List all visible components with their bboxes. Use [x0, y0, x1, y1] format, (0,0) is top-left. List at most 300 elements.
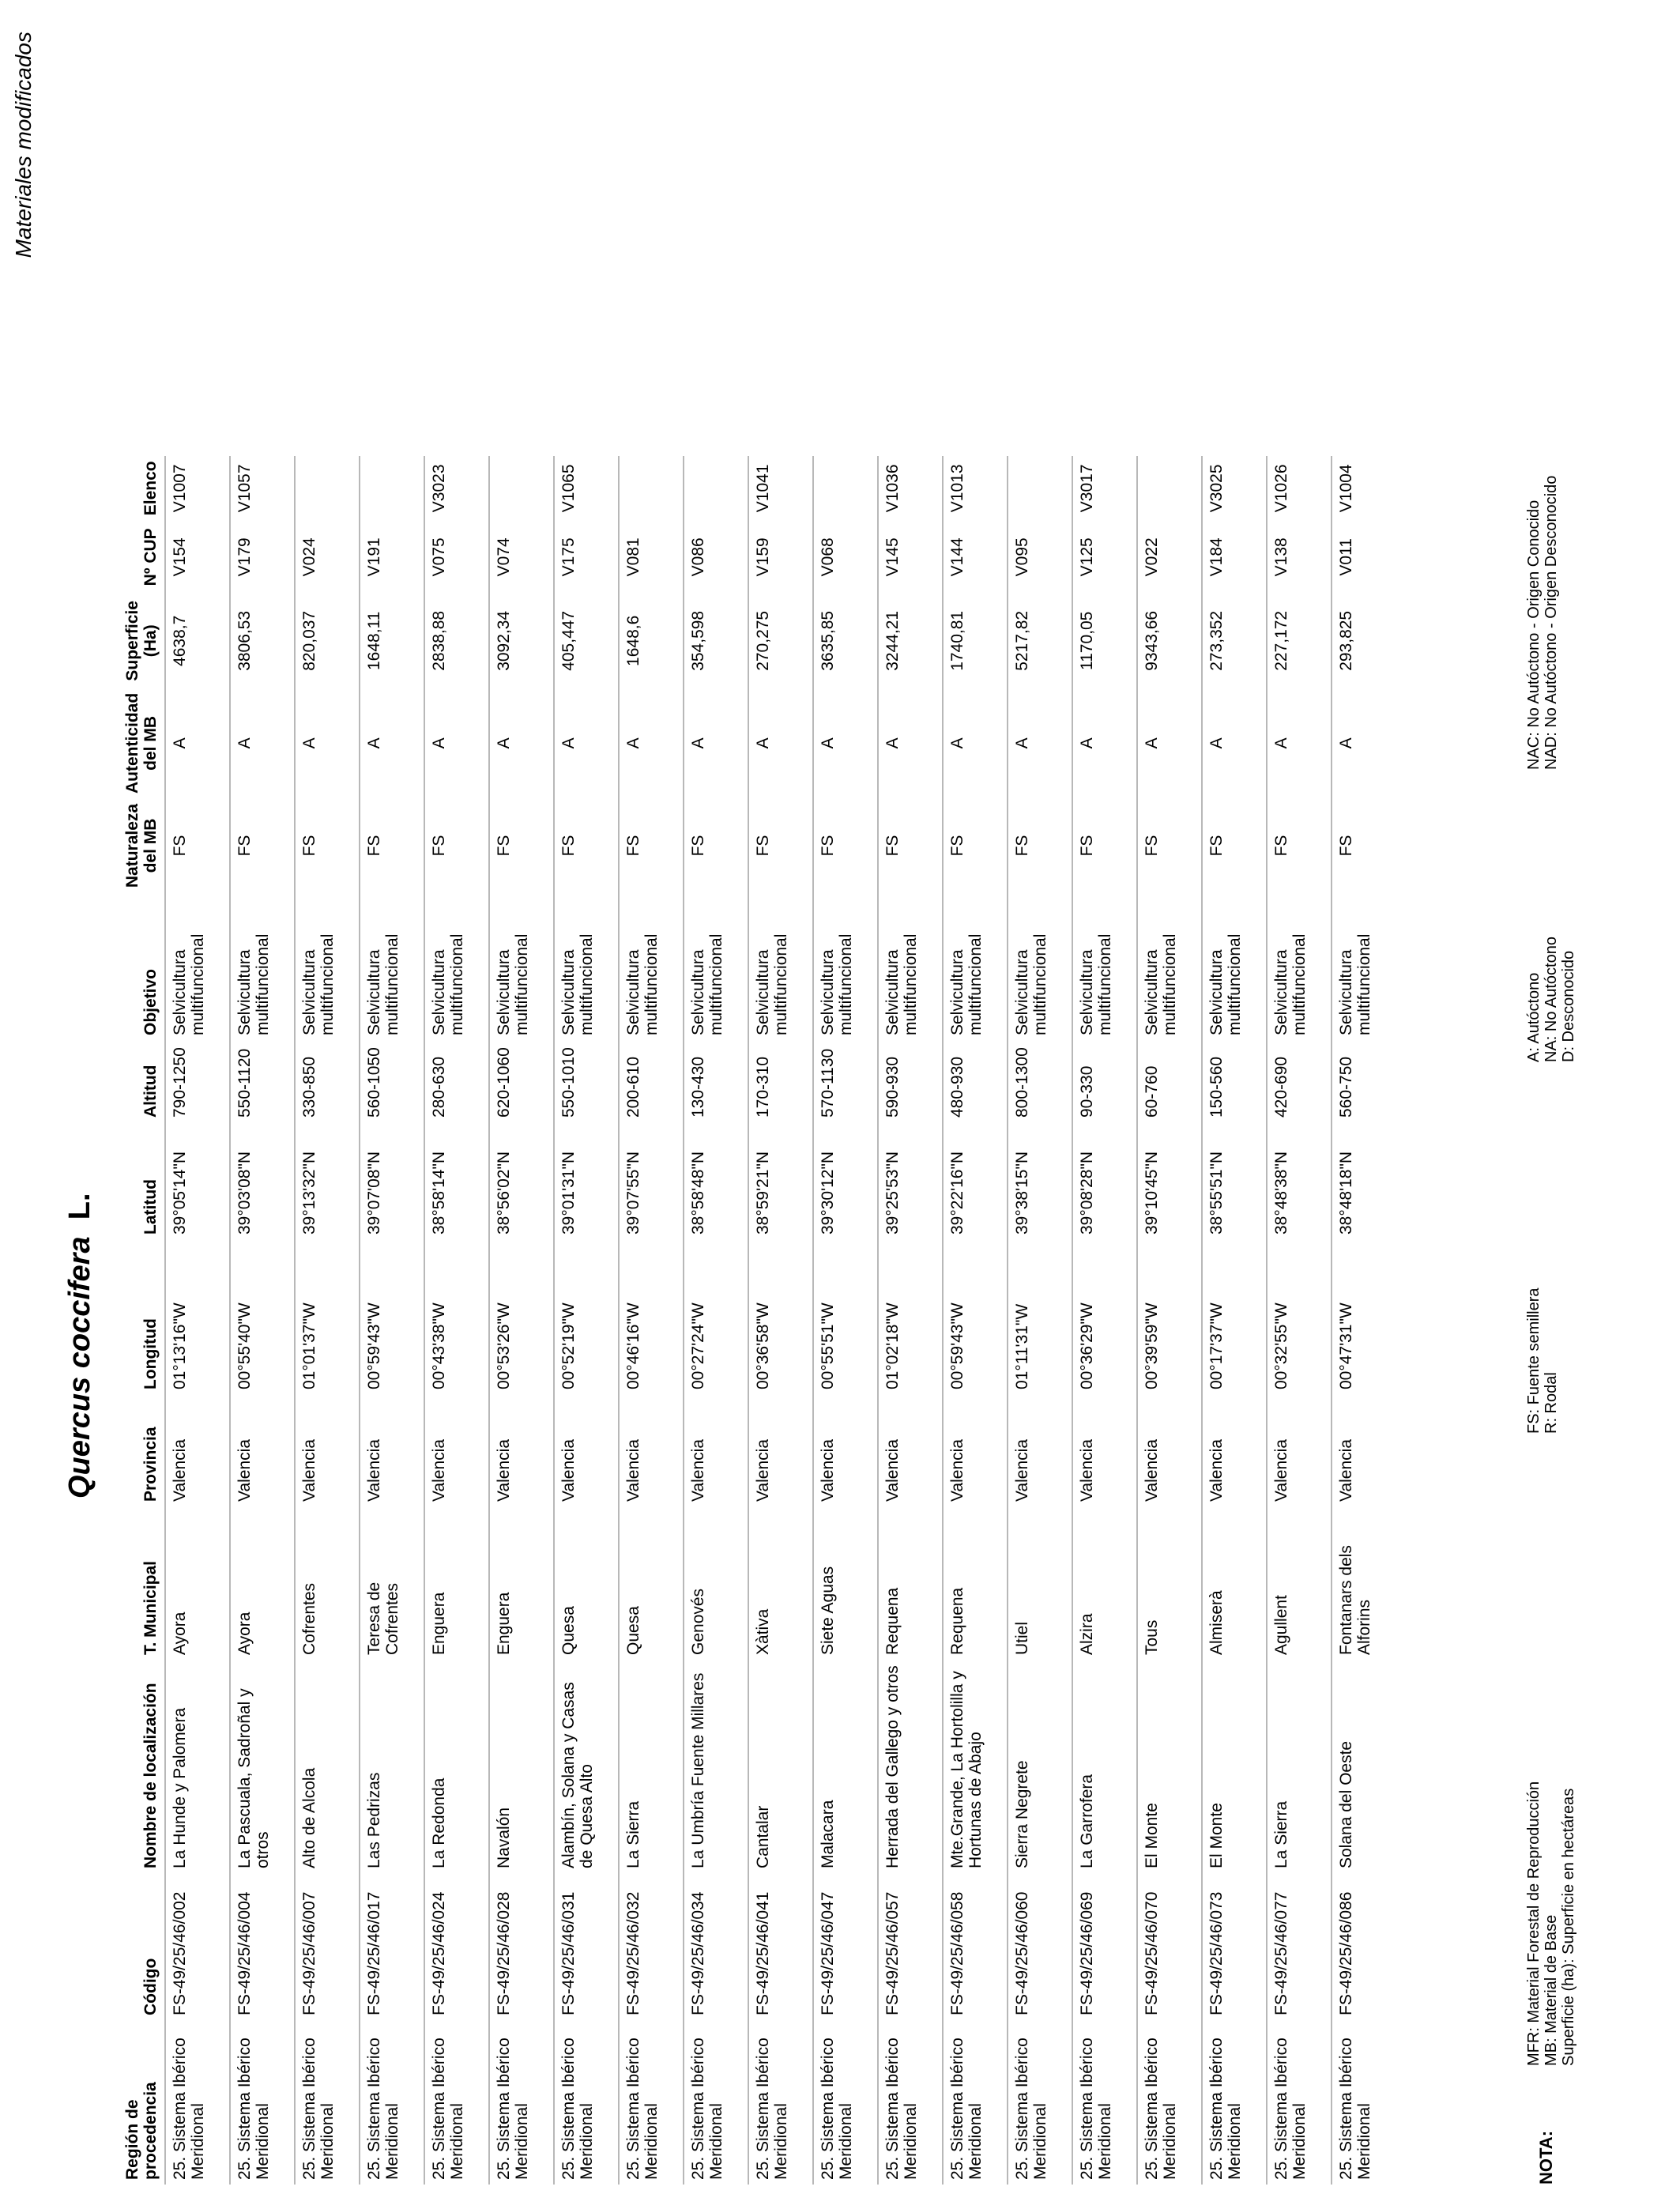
table-cell: A [1332, 688, 1396, 798]
table-cell: V175 [554, 521, 619, 594]
table-cell: 1170,05 [1072, 594, 1137, 688]
table-cell: 200-610 [619, 1040, 684, 1122]
column-header: Naturaleza del MB [123, 803, 160, 888]
table-cell: 3092,34 [489, 594, 554, 688]
species-author: L. [63, 1193, 96, 1220]
table-cell: 00°32'55"W [1267, 1239, 1332, 1394]
table-cell: 38°48'18"N [1332, 1122, 1396, 1239]
note-line: Superficie (ha): Superficie en hectáreas [1560, 1788, 1577, 2066]
table-cell: V1057 [230, 456, 295, 521]
note-line: FS: Fuente semillera [1525, 1287, 1543, 1434]
table-cell: Selvicultura multifuncional [619, 893, 684, 1040]
table-cell: 280-630 [424, 1040, 489, 1122]
table-cell: Valencia [1008, 1394, 1072, 1506]
table-cell: 3244,21 [878, 594, 943, 688]
table-cell: 800-1300 [1008, 1040, 1072, 1122]
table-cell: Valencia [748, 1394, 813, 1506]
table-cell: La Pascuala, Sadroñal y otros [230, 1660, 295, 1873]
table-cell: 1740,81 [943, 594, 1008, 688]
table-cell: Cofrentes [295, 1506, 360, 1660]
table-cell: 25. Sistema Ibérico Meridional [619, 2020, 684, 2185]
table-cell [295, 456, 360, 521]
table-cell: 25. Sistema Ibérico Meridional [1137, 2020, 1202, 2185]
table-row [619, 456, 684, 2185]
table-cell: 39°13'32"N [295, 1122, 360, 1239]
table-cell: Las Pedrizas [360, 1660, 424, 1873]
table-cell: Fontanars dels Alforins [1332, 1506, 1396, 1660]
table-cell: 570-1130 [813, 1040, 878, 1122]
table-cell: FS [943, 798, 1008, 893]
table-cell: 39°07'55"N [619, 1122, 684, 1239]
column-header: Nº CUP [141, 528, 160, 586]
table-cell: V1036 [878, 456, 943, 521]
table-cell: A [748, 688, 813, 798]
table-cell: 550-1120 [230, 1040, 295, 1122]
table-cell [619, 456, 684, 521]
table-cell: 3635,85 [813, 594, 878, 688]
column-header: Latitud [141, 1179, 160, 1235]
table-cell: Valencia [878, 1394, 943, 1506]
table-cell: 25. Sistema Ibérico Meridional [1267, 2020, 1332, 2185]
page-title [63, 1193, 97, 1498]
table-cell: 38°58'48"N [684, 1122, 748, 1239]
table-cell: FS-49/25/46/004 [230, 1873, 295, 2020]
table-cell: FS-49/25/46/069 [1072, 1873, 1137, 2020]
table-cell: Selvicultura multifuncional [554, 893, 619, 1040]
notes-col-2 [1525, 1287, 1560, 1434]
table-cell: Valencia [1137, 1394, 1202, 1506]
table-row [1072, 456, 1137, 2185]
table-cell: FS-49/25/46/032 [619, 1873, 684, 2020]
table-cell: Agullent [1267, 1506, 1332, 1660]
table-cell: Alzira [1072, 1506, 1137, 1660]
table-cell [360, 456, 424, 521]
table-cell: A [1202, 688, 1267, 798]
table-cell: 293,825 [1332, 594, 1396, 688]
table-cell: 25. Sistema Ibérico Meridional [295, 2020, 360, 2185]
table-cell: 39°38'15"N [1008, 1122, 1072, 1239]
table-cell: Ayora [165, 1506, 230, 1660]
table-cell: 00°43'38"W [424, 1239, 489, 1394]
table-cell: 25. Sistema Ibérico Meridional [554, 2020, 619, 2185]
table-cell: Cantalar [748, 1660, 813, 1873]
table-cell: V1026 [1267, 456, 1332, 521]
table-cell: 550-1010 [554, 1040, 619, 1122]
table-cell: Valencia [813, 1394, 878, 1506]
table-cell: Sierra Negrete [1008, 1660, 1072, 1873]
table-cell: 00°27'24"W [684, 1239, 748, 1394]
notes-col-1 [1525, 1781, 1577, 2066]
table-cell: A [165, 688, 230, 798]
table-cell: FS-49/25/46/057 [878, 1873, 943, 2020]
table-cell: FS [295, 798, 360, 893]
table-cell: Herrada del Gallego y otros [878, 1660, 943, 1873]
table-cell: Xàtiva [748, 1506, 813, 1660]
table-cell: FS [813, 798, 878, 893]
table-cell: V024 [295, 521, 360, 594]
table-cell: V3017 [1072, 456, 1137, 521]
table-cell: V144 [943, 521, 1008, 594]
table-cell: Navalón [489, 1660, 554, 1873]
table-cell: FS [1008, 798, 1072, 893]
table-cell: 39°07'08"N [360, 1122, 424, 1239]
table-cell: 01°01'37"W [295, 1239, 360, 1394]
table-cell: FS-49/25/46/077 [1267, 1873, 1332, 2020]
column-header: Longitud [141, 1318, 160, 1389]
table-cell: 25. Sistema Ibérico Meridional [424, 2020, 489, 2185]
table-cell: FS [1267, 798, 1332, 893]
species-name: Quercus coccifera [63, 1236, 96, 1498]
table-cell: 3806,53 [230, 594, 295, 688]
table-cell: 25. Sistema Ibérico Meridional [684, 2020, 748, 2185]
table-cell: 39°10'45"N [1137, 1122, 1202, 1239]
table-row [1008, 456, 1072, 2185]
table-cell: 00°59'43"W [943, 1239, 1008, 1394]
table-cell: 25. Sistema Ibérico Meridional [1202, 2020, 1267, 2185]
table-cell: 420-690 [1267, 1040, 1332, 1122]
table-cell: 5217,82 [1008, 594, 1072, 688]
table-row [813, 456, 878, 2185]
table-cell [813, 456, 878, 521]
table-cell: Selvicultura multifuncional [230, 893, 295, 1040]
table-cell: FS-49/25/46/002 [165, 1873, 230, 2020]
table-cell: Selvicultura multifuncional [489, 893, 554, 1040]
column-header: Nombre de localización [141, 1683, 160, 1868]
table-cell: Tous [1137, 1506, 1202, 1660]
table-cell: El Monte [1202, 1660, 1267, 1873]
table-cell: Quesa [554, 1506, 619, 1660]
table-cell: Valencia [943, 1394, 1008, 1506]
table-cell: Selvicultura multifuncional [1137, 893, 1202, 1040]
table-cell: FS-49/25/46/047 [813, 1873, 878, 2020]
table-cell: A [878, 688, 943, 798]
table-cell: FS-49/25/46/070 [1137, 1873, 1202, 2020]
table-cell: 130-430 [684, 1040, 748, 1122]
table-row [878, 456, 943, 2185]
table-cell: 820,037 [295, 594, 360, 688]
table-cell: V022 [1137, 521, 1202, 594]
table-cell: V074 [489, 521, 554, 594]
table-cell: 25. Sistema Ibérico Meridional [165, 2020, 230, 2185]
table-cell: FS-49/25/46/034 [684, 1873, 748, 2020]
table-cell: 25. Sistema Ibérico Meridional [1332, 2020, 1396, 2185]
table-cell: Valencia [489, 1394, 554, 1506]
table-cell: 00°53'26"W [489, 1239, 554, 1394]
table-row [489, 456, 554, 2185]
table-cell: FS [1202, 798, 1267, 893]
table-row [230, 456, 295, 2185]
table-cell: A [619, 688, 684, 798]
table-cell: V1013 [943, 456, 1008, 521]
table-cell: Siete Aguas [813, 1506, 878, 1660]
table-cell: Selvicultura multifuncional [1332, 893, 1396, 1040]
table-cell: Valencia [295, 1394, 360, 1506]
table-row [165, 456, 230, 2185]
table-cell: FS-49/25/46/031 [554, 1873, 619, 2020]
table-cell: V179 [230, 521, 295, 594]
table-cell: 354,598 [684, 594, 748, 688]
table-cell: V1065 [554, 456, 619, 521]
table-cell: Valencia [619, 1394, 684, 1506]
table-cell: Valencia [684, 1394, 748, 1506]
table-cell: A [360, 688, 424, 798]
table-cell: V075 [424, 521, 489, 594]
table-cell: V3023 [424, 456, 489, 521]
table-cell: Selvicultura multifuncional [748, 893, 813, 1040]
table-cell: FS [1332, 798, 1396, 893]
table-body [165, 456, 1396, 2185]
table-cell: 00°36'58"W [748, 1239, 813, 1394]
table-cell: La Redonda [424, 1660, 489, 1873]
table-cell: 00°39'59"W [1137, 1239, 1202, 1394]
table-cell: El Monte [1137, 1660, 1202, 1873]
table-cell: Valencia [1072, 1394, 1137, 1506]
table-cell: V1041 [748, 456, 813, 521]
table-cell: 38°56'02"N [489, 1122, 554, 1239]
table-cell: FS [230, 798, 295, 893]
table-cell: V068 [813, 521, 878, 594]
note-line: MFR: Material Forestal de Reproducción [1525, 1781, 1543, 2066]
table-cell: V3025 [1202, 456, 1267, 521]
column-header: Superficie (Ha) [123, 601, 160, 681]
table-cell: 01°13'16"W [165, 1239, 230, 1394]
table-cell: Mte.Grande, La Hortolilla y Hortunas de Abajo [943, 1660, 1008, 1873]
table-cell: 00°17'37"W [1202, 1239, 1267, 1394]
note-line: D: Desconocido [1560, 950, 1577, 1062]
table-cell: 01°02'18"W [878, 1239, 943, 1394]
table-cell: 25. Sistema Ibérico Meridional [360, 2020, 424, 2185]
table-row [295, 456, 360, 2185]
table-cell: 170-310 [748, 1040, 813, 1122]
note-line: R: Rodal [1543, 1372, 1560, 1434]
table-cell: Enguera [489, 1506, 554, 1660]
table-cell [684, 456, 748, 521]
table-cell: 4638,7 [165, 594, 230, 688]
note-line: A: Autóctono [1525, 972, 1543, 1062]
table-cell: Valencia [1332, 1394, 1396, 1506]
table-cell: Requena [943, 1506, 1008, 1660]
table-cell: V1007 [165, 456, 230, 521]
table-cell: Valencia [230, 1394, 295, 1506]
table-cell: Selvicultura multifuncional [684, 893, 748, 1040]
table-cell: 39°01'31"N [554, 1122, 619, 1239]
table-cell: 480-930 [943, 1040, 1008, 1122]
table-cell: V1004 [1332, 456, 1396, 521]
table-cell: 01°11'31"W [1008, 1239, 1072, 1394]
table-cell: Almiserà [1202, 1506, 1267, 1660]
table-cell: Selvicultura multifuncional [878, 893, 943, 1040]
table-cell: 620-1060 [489, 1040, 554, 1122]
table-cell: V081 [619, 521, 684, 594]
table-cell: Selvicultura multifuncional [165, 893, 230, 1040]
table-cell: 38°48'38"N [1267, 1122, 1332, 1239]
notes-col-3 [1525, 937, 1577, 1062]
table-cell: 25. Sistema Ibérico Meridional [1072, 2020, 1137, 2185]
table-cell: 00°47'31"W [1332, 1239, 1396, 1394]
table-cell: Valencia [360, 1394, 424, 1506]
table-cell: 25. Sistema Ibérico Meridional [813, 2020, 878, 2185]
table-cell: FS-49/25/46/086 [1332, 1873, 1396, 2020]
table-cell: Selvicultura multifuncional [295, 893, 360, 1040]
table-cell: 405,447 [554, 594, 619, 688]
column-header: Elenco [141, 461, 160, 516]
table-cell: FS-49/25/46/028 [489, 1873, 554, 2020]
table-row [1332, 456, 1396, 2185]
table-cell: Valencia [165, 1394, 230, 1506]
table-cell: 00°36'29"W [1072, 1239, 1137, 1394]
table-cell: 00°55'40"W [230, 1239, 295, 1394]
table-cell: La Garrofera [1072, 1660, 1137, 1873]
table-cell: 39°25'53"N [878, 1122, 943, 1239]
table-cell: A [943, 688, 1008, 798]
table-cell: V191 [360, 521, 424, 594]
table-cell: 150-560 [1202, 1040, 1267, 1122]
table-cell: FS-49/25/46/073 [1202, 1873, 1267, 2020]
note-line: NA: No Autóctono [1543, 937, 1560, 1062]
materials-table [119, 456, 1396, 2185]
table-cell: Enguera [424, 1506, 489, 1660]
table-cell: 2838,88 [424, 594, 489, 688]
table-cell: 39°03'08"N [230, 1122, 295, 1239]
table-cell: FS [554, 798, 619, 893]
table-cell: FS-49/25/46/058 [943, 1873, 1008, 2020]
table-cell: Selvicultura multifuncional [360, 893, 424, 1040]
table-row [424, 456, 489, 2185]
table-cell: Alto de Alcola [295, 1660, 360, 1873]
table-cell: Requena [878, 1506, 943, 1660]
table-cell: V159 [748, 521, 813, 594]
notes-label: NOTA: [1536, 2130, 1556, 2185]
table-cell: 330-850 [295, 1040, 360, 1122]
table-cell: 1648,6 [619, 594, 684, 688]
table-cell: 39°05'14"N [165, 1122, 230, 1239]
table-cell: Selvicultura multifuncional [1202, 893, 1267, 1040]
table-cell: A [230, 688, 295, 798]
table-cell: 38°59'21"N [748, 1122, 813, 1239]
note-line: NAC: No Autóctono - Origen Conocido [1525, 499, 1543, 770]
table-cell: 00°59'43"W [360, 1239, 424, 1394]
column-header: Objetivo [141, 968, 160, 1035]
table-cell: V184 [1202, 521, 1267, 594]
table-cell: Selvicultura multifuncional [1008, 893, 1072, 1040]
table-cell: Valencia [1202, 1394, 1267, 1506]
table-cell: 00°52'19"W [554, 1239, 619, 1394]
table-row [360, 456, 424, 2185]
table-cell: 25. Sistema Ibérico Meridional [489, 2020, 554, 2185]
table-cell: 39°30'12"N [813, 1122, 878, 1239]
page-subtitle: Materiales modificados [11, 32, 36, 258]
table-cell: 590-930 [878, 1040, 943, 1122]
table-cell: FS-49/25/46/017 [360, 1873, 424, 2020]
table-cell: Solana del Oeste [1332, 1660, 1396, 1873]
table-cell: FS [360, 798, 424, 893]
table-cell: 1648,11 [360, 594, 424, 688]
table-cell: Valencia [554, 1394, 619, 1506]
table-cell: V125 [1072, 521, 1137, 594]
table-cell: Teresa de Cofrentes [360, 1506, 424, 1660]
table-cell: 39°08'28"N [1072, 1122, 1137, 1239]
table-cell: A [1137, 688, 1202, 798]
notes-col-4 [1525, 476, 1560, 770]
table-cell: A [554, 688, 619, 798]
table-cell: A [813, 688, 878, 798]
table-cell: Valencia [424, 1394, 489, 1506]
table-cell: FS [165, 798, 230, 893]
table-cell: A [1008, 688, 1072, 798]
table-cell: Selvicultura multifuncional [1072, 893, 1137, 1040]
table-cell [1008, 456, 1072, 521]
table-cell: FS [1137, 798, 1202, 893]
table-cell: 00°55'51"W [813, 1239, 878, 1394]
table-cell: 00°46'16"W [619, 1239, 684, 1394]
table-cell: Selvicultura multifuncional [943, 893, 1008, 1040]
table-cell [489, 456, 554, 521]
table-row [748, 456, 813, 2185]
table-cell: V011 [1332, 521, 1396, 594]
column-header: Autenticidad del MB [123, 692, 160, 794]
table-cell: A [424, 688, 489, 798]
table-row [1202, 456, 1267, 2185]
table-cell: FS-49/25/46/007 [295, 1873, 360, 2020]
table-cell: V095 [1008, 521, 1072, 594]
table-cell: 227,172 [1267, 594, 1332, 688]
table-cell: La Sierra [619, 1660, 684, 1873]
table-cell: 38°58'14"N [424, 1122, 489, 1239]
table-cell: FS [684, 798, 748, 893]
table-row [1267, 456, 1332, 2185]
table-cell: Ayora [230, 1506, 295, 1660]
table-cell: 560-750 [1332, 1040, 1396, 1122]
table-cell: FS-49/25/46/060 [1008, 1873, 1072, 2020]
table-cell: Valencia [1267, 1394, 1332, 1506]
table-cell: V154 [165, 521, 230, 594]
column-header: Altitud [141, 1065, 160, 1118]
table-cell: FS [489, 798, 554, 893]
table-cell: Selvicultura multifuncional [1267, 893, 1332, 1040]
table-cell: FS [1072, 798, 1137, 893]
column-header: Provincia [141, 1427, 160, 1502]
table-cell: 790-1250 [165, 1040, 230, 1122]
table-cell: A [1267, 688, 1332, 798]
note-line: NAD: No Autóctono - Origen Desconocido [1543, 475, 1560, 770]
table-cell: FS-49/25/46/024 [424, 1873, 489, 2020]
table-cell: 90-330 [1072, 1040, 1137, 1122]
table-cell: FS [424, 798, 489, 893]
table-cell: V138 [1267, 521, 1332, 594]
column-header: Región de procedencia [123, 2082, 160, 2180]
table-cell: Selvicultura multifuncional [424, 893, 489, 1040]
table-cell: 273,352 [1202, 594, 1267, 688]
table-cell: Malacara [813, 1660, 878, 1873]
table-cell: 39°22'16"N [943, 1122, 1008, 1239]
note-line: MB: Material de Base [1543, 1914, 1560, 2066]
table-cell: A [1072, 688, 1137, 798]
table-cell: 60-760 [1137, 1040, 1202, 1122]
table-cell: 25. Sistema Ibérico Meridional [1008, 2020, 1072, 2185]
table-row [943, 456, 1008, 2185]
column-header: T. Municipal [141, 1560, 160, 1655]
table-cell: 25. Sistema Ibérico Meridional [878, 2020, 943, 2185]
table-cell: FS [748, 798, 813, 893]
table-header-row [119, 456, 165, 2185]
table-row [684, 456, 748, 2185]
table-cell: FS-49/25/46/041 [748, 1873, 813, 2020]
table-cell: A [684, 688, 748, 798]
table-cell: Genovés [684, 1506, 748, 1660]
table-cell: FS [878, 798, 943, 893]
table-cell: 560-1050 [360, 1040, 424, 1122]
table-cell [1137, 456, 1202, 521]
